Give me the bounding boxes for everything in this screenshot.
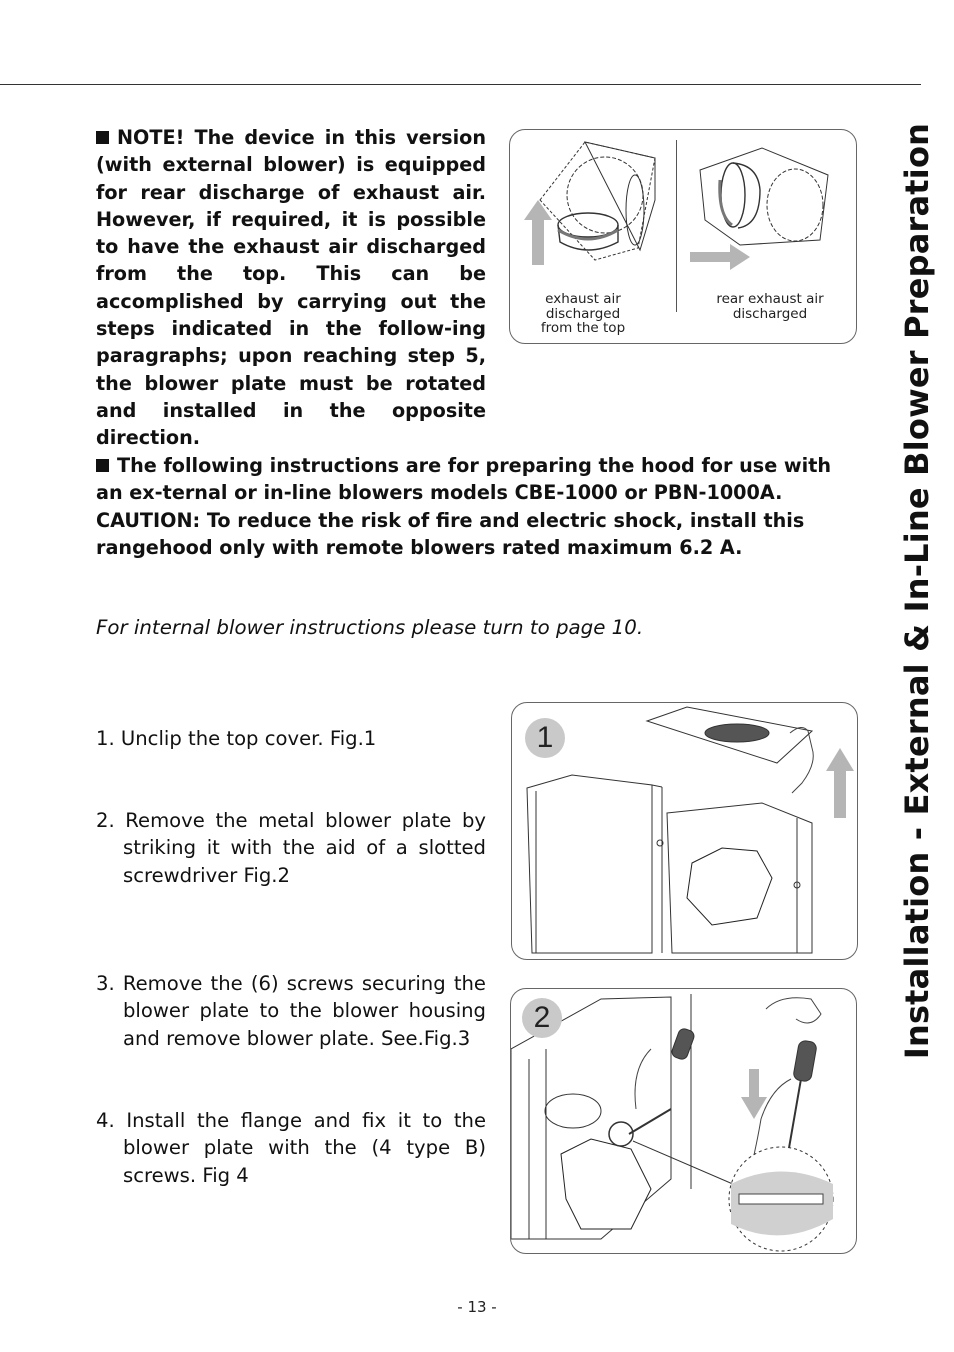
section-title-text: Installation - External & In-Line Blower Preparation (898, 122, 936, 1059)
instructions-intro-text: The following instructions are for preparing the hood for use with an ex-ternal or in-line blowers models CBE-1000 or PBN-1000A. (96, 454, 832, 505)
note-paragraph (96, 124, 486, 452)
instructions-block (96, 452, 858, 561)
step-4: 4. Install the flange and fix it to the blower plate with the (4 type B) screws. Fig 4 (96, 1109, 486, 1187)
step-2: 2. Remove the metal blower plate by striking it with the aid of a slotted screwdriver Fig.2 (96, 809, 486, 887)
instructions-intro (96, 452, 858, 507)
step-3: 3. Remove the (6) screws securing the blower plate to the blower housing and remove blower plate. See.Fig.3 (96, 972, 486, 1050)
caption-top-discharge-text: exhaust air discharged from the top (540, 291, 626, 336)
section-title (882, 122, 952, 1059)
caution-text: CAUTION: To reduce the risk of fire and electric shock, install this rangehood only with remote blowers rated maximum 6.2 A. (96, 508, 805, 559)
caption-rear-discharge-text: rear exhaust air discharged (716, 291, 824, 322)
figure-1-number: 1 (525, 718, 565, 758)
page-number: - 13 - (457, 1298, 497, 1316)
bullet-square-icon (96, 459, 109, 472)
figure-2-panel (510, 988, 857, 1254)
internal-blower-note: For internal blower instructions please turn to page 10. (96, 616, 644, 639)
figure-divider (676, 140, 677, 312)
step-1: 1. Unclip the top cover. Fig.1 (96, 727, 377, 750)
bullet-square-icon (96, 131, 109, 144)
fig2-illustration (511, 989, 856, 1253)
figure-2-number: 2 (522, 998, 562, 1038)
header-rule (0, 84, 921, 85)
note-text: NOTE! The device in this version (with external blower) is equipped for rear discharge of exhaust air. However, if required, it is possible to have the exhaust air discharged from the top. This can be accomplished by carrying out the steps indicated in the follow-ing paragraphs; upon reaching step 5, the blower plate must be rotated and installed in the opposite direction. (96, 126, 486, 450)
